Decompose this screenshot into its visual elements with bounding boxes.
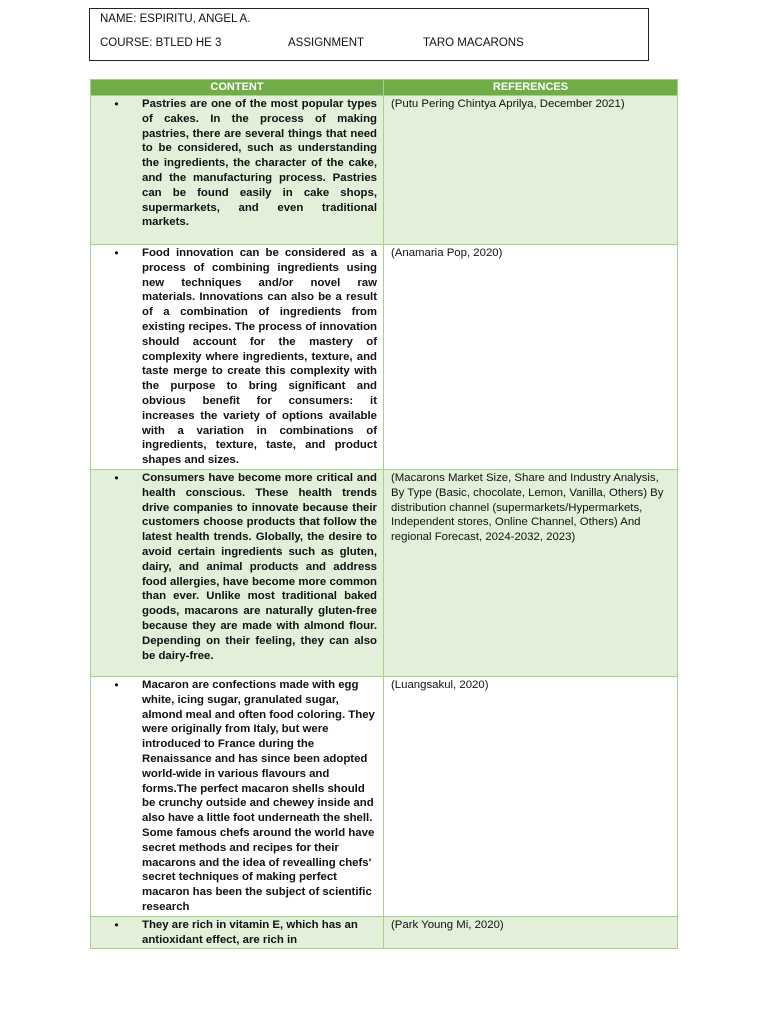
content-cell: [91, 96, 384, 245]
reference-cell: [384, 469, 678, 676]
content-cell: [91, 469, 384, 676]
bullet-icon: •: [114, 97, 119, 111]
content-text: Pastries are one of the most popular types of cakes. In the process of making pastries, there are several things that need to be considered, such as understanding the ingredients, the character of the cake, and the manufacturing process. Pastries can be found easily in cake shops, supermarkets, and even traditional markets.: [142, 98, 377, 229]
bullet-icon: •: [114, 917, 119, 932]
content-text: Consumers have become more critical and health conscious. These health trends drive companies to innovate because their customers choose products that follow the latest health trends. Globally, the desire to avoid certain ingredients such as gluten, dairy, and animal products and address food allergies, have become more common than ever. Unlike most traditional baked goods, macarons are naturally gluten-free because they are made with almond flour. Depending on their feeling, they can also be dairy-free.: [142, 471, 377, 662]
reference-cell: [384, 916, 678, 949]
reference-text: (Macarons Market Size, Share and Industry Analysis, By Type (Basic, chocolate, Lemon, Vanilla, Others) By distribution channel (supermarkets/Hypermarkets, Independent stores, Online Channel, Others) And regional Forecast, 2024-2032, 2023): [391, 471, 664, 544]
content-cell: [91, 676, 384, 916]
reference-cell: [384, 245, 678, 470]
student-name: NAME: ESPIRITU, ANGEL A.: [100, 13, 251, 25]
reference-cell: [384, 96, 678, 245]
reference-text: (Luangsakul, 2020): [391, 678, 489, 691]
table-row: [91, 676, 678, 916]
references-column-header: REFERENCES: [384, 80, 678, 96]
content-cell: [91, 916, 384, 949]
table-header-row: [91, 80, 678, 96]
reference-cell: [384, 676, 678, 916]
reference-text: (Park Young Mi, 2020): [391, 918, 504, 931]
table-row: [91, 96, 678, 245]
bullet-icon: •: [114, 677, 119, 692]
content-column-header: CONTENT: [91, 80, 384, 96]
bullet-icon: •: [114, 470, 119, 485]
student-info-box: [89, 8, 649, 61]
course-label: COURSE: BTLED HE 3: [100, 37, 222, 49]
content-cell: [91, 245, 384, 470]
content-references-table: [90, 79, 678, 949]
assignment-label: ASSIGNMENT: [288, 37, 365, 49]
assignment-topic: TARO MACARONS: [423, 37, 524, 49]
table-row: [91, 469, 678, 676]
bullet-icon: •: [114, 246, 119, 260]
reference-text: (Putu Pering Chintya Aprilya, December 2021): [391, 98, 625, 110]
content-text: They are rich in vitamin E, which has an antioxidant effect, are rich in: [142, 918, 358, 946]
table-row: [91, 245, 678, 470]
reference-text: (Anamaria Pop, 2020): [391, 247, 503, 259]
table-row: [91, 916, 678, 949]
content-text: Macaron are confections made with egg white, icing sugar, granulated sugar, almond meal and often food coloring. They were originally from Italy, but were introduced to France during the Renaissance and has since been adopted world-wide in various flavours and forms.The perfect macaron shells should be crunchy outside and chewey inside and also have a little foot underneath the shell. Some famous chefs around the world have secret methods and recipes for their macarons and the idea of revealling chefs' secret techniques of making perfect macaron has been the subject of scientific research: [142, 678, 375, 913]
content-text: Food innovation can be considered as a process of combining ingredients using new techniques and/or novel raw materials. Innovations can also be a result of a combination of ingredients from existing recipes. The process of innovation should account for the mastery of complexity where ingredients, texture, and taste merge to create this complexity with the purpose to bring significant and obvious benefit for consumers: it increases the variety of options available with a variation in combinations of ingredients, texture, taste, and product shapes and sizes.: [142, 247, 377, 467]
